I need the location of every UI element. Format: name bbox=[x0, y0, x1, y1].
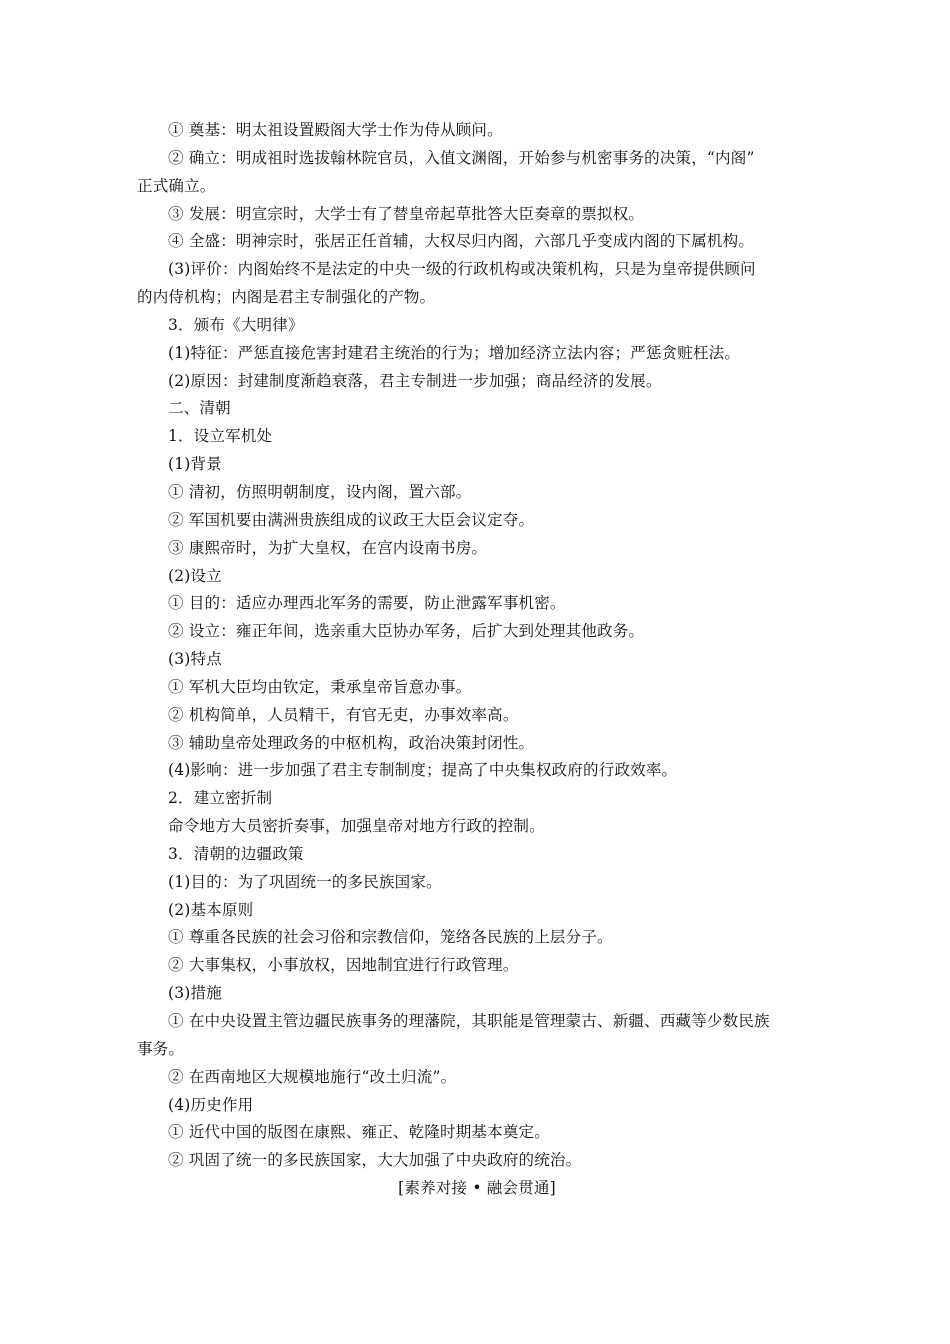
text-line: ② 在西南地区大规模地施行“改土归流”。 bbox=[168, 1067, 457, 1086]
text-line: 二、清朝 bbox=[168, 399, 231, 418]
text-line: (3)特点 bbox=[168, 650, 222, 669]
text-line: ② 设立：雍正年间，选亲重大臣协办军务，后扩大到处理其他政务。 bbox=[168, 622, 645, 641]
text-line: ① 奠基：明太祖设置殿阁大学士作为侍从顾问。 bbox=[168, 121, 503, 139]
text-line: 1．设立军机处 bbox=[168, 427, 273, 446]
text-line: ② 军国机要由满洲贵族组成的议政王大臣会议定夺。 bbox=[168, 510, 535, 529]
text-line: (4)影响：进一步加强了君主专制制度；提高了中央集权政府的行政效率。 bbox=[168, 761, 678, 780]
text-line: (2)设立 bbox=[168, 566, 222, 585]
text-line: (2)基本原则 bbox=[168, 900, 254, 919]
text-line: (3)评价：内阁始终不是法定的中央一级的行政机构或决策机构，只是为皇帝提供顾问 bbox=[168, 260, 756, 279]
text-line: (3)措施 bbox=[168, 984, 222, 1003]
text-line: (2)原因：封建制度渐趋衰落，君主专制进一步加强；商品经济的发展。 bbox=[168, 371, 662, 390]
text-line: ② 大事集权，小事放权，因地制宜进行行政管理。 bbox=[168, 956, 519, 975]
text-line: (1)目的：为了巩固统一的多民族国家。 bbox=[168, 872, 442, 891]
text-line: 的内侍机构；内阁是君主专制强化的产物。 bbox=[137, 288, 436, 307]
document-body bbox=[137, 117, 817, 1203]
text-line: ③ 康熙帝时，为扩大皇权，在宫内设南书房。 bbox=[168, 538, 488, 557]
text-line: 正式确立。 bbox=[137, 176, 216, 195]
text-line: ③ 辅助皇帝处理政务的中枢机构，政治决策封闭性。 bbox=[168, 733, 535, 752]
text-line: ④ 全盛：明神宗时，张居正任首辅，大权尽归内阁，六部几乎变成内阁的下属机构。 bbox=[168, 232, 755, 251]
text-line: 命令地方大员密折奏事，加强皇帝对地方行政的控制。 bbox=[168, 817, 545, 836]
text-line: (1)背景 bbox=[168, 455, 222, 474]
text-line: ① 尊重各民族的社会习俗和宗教信仰，笼络各民族的上层分子。 bbox=[168, 928, 613, 947]
text-line: ① 近代中国的版图在康熙、雍正、乾隆时期基本奠定。 bbox=[168, 1123, 550, 1142]
text-line: ① 在中央设置主管边疆民族事务的理藩院，其职能是管理蒙古、新疆、西藏等少数民族 bbox=[168, 1012, 770, 1030]
text-line: ① 清初，仿照明朝制度，设内阁，置六部。 bbox=[168, 482, 472, 501]
text-line: ① 军机大臣均由钦定，秉承皇帝旨意办事。 bbox=[168, 677, 472, 696]
text-line: ② 巩固了统一的多民族国家，大大加强了中央政府的统治。 bbox=[168, 1151, 582, 1170]
text-line: ② 机构简单，人员精干，有官无吏，办事效率高。 bbox=[168, 705, 519, 724]
text-line: 2．建立密折制 bbox=[168, 789, 273, 808]
text-line: 事务。 bbox=[137, 1039, 185, 1058]
text-line: ③ 发展：明宣宗时，大学士有了替皇帝起草批答大臣奏章的票拟权。 bbox=[168, 204, 645, 223]
text-line: ① 目的：适应办理西北军务的需要，防止泄露军事机密。 bbox=[168, 594, 566, 613]
text-line: (4)历史作用 bbox=[168, 1095, 254, 1114]
text-line: ② 确立：明成祖时选拔翰林院官员，入值文渊阁，开始参与机密事务的决策，“内阁” bbox=[168, 148, 755, 167]
text-line: 3．颁布《大明律》 bbox=[168, 315, 304, 334]
section-heading: [素养对接 • 融会贯通] bbox=[398, 1179, 556, 1198]
text-line: (1)特征：严惩直接危害封建君主统治的行为；增加经济立法内容；严惩贪赃枉法。 bbox=[168, 343, 741, 362]
text-line: 3．清朝的边疆政策 bbox=[168, 844, 304, 863]
